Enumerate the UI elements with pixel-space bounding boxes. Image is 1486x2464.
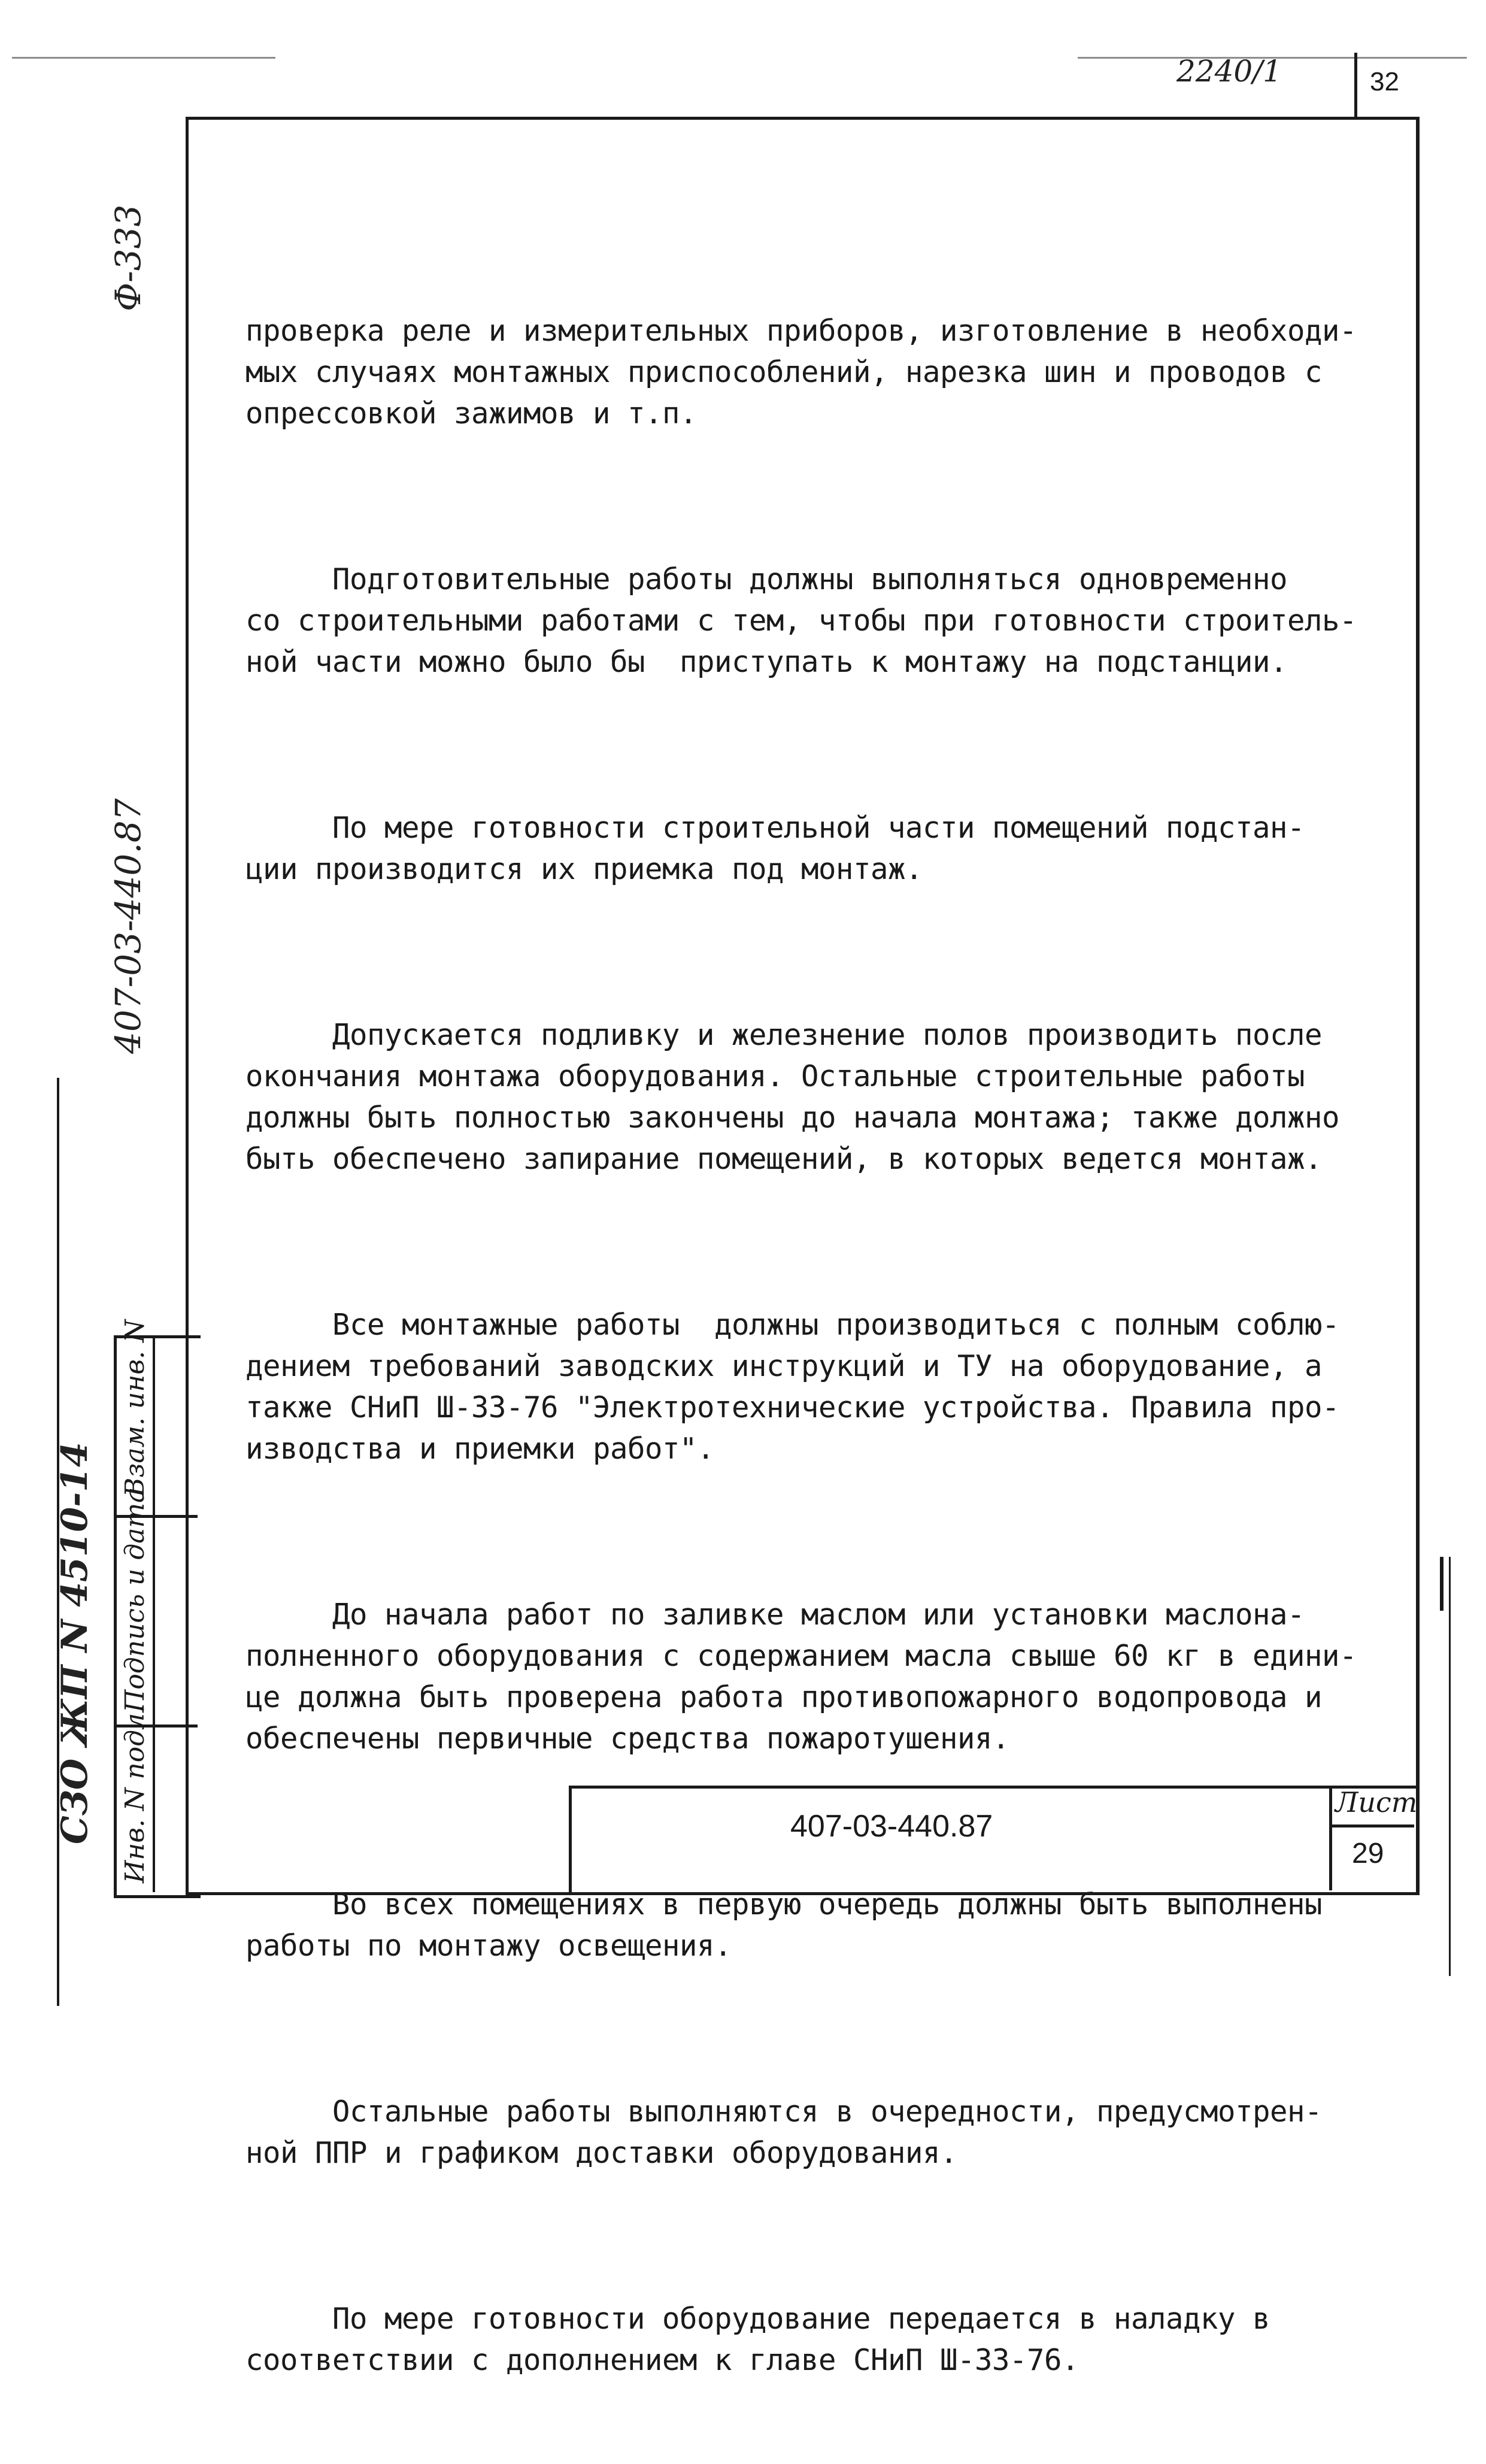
paragraph: Все монтажные работы должны производиться с полным соблю- дением требований заводских инструкций и ТУ на оборудование, а также СНиП Ш-33-76 "Электротехнические устройства. Правила про- изводства и приемки работ". — [245, 1308, 1340, 1466]
margin-doc-code: 407-03-440.87 — [108, 798, 148, 1054]
paragraph: До начала работ по заливке маслом или установки маслона- полненного оборудования с содержанием масла свыше 60 кг в едини- це должна быть проверена работа противопожарного водопровода и обеспечены первичные средства пожаротушения. — [245, 1598, 1357, 1756]
top-sheet-number: 32 — [1370, 67, 1399, 96]
side-stamp-inv-label: Инв. N подл. — [120, 1704, 150, 1883]
paragraph: Во всех помещениях в первую очередь должны быть выполнены работы по монтажу освещения. — [245, 1887, 1323, 1963]
right-mark-line — [1440, 1557, 1443, 1611]
document-code: 407-03-440.87 — [790, 1809, 993, 1844]
sheet-number: 29 — [1352, 1838, 1384, 1869]
paragraph: Подготовительные работы должны выполняться одновременно со строительными работами с тем, чтобы при готовности строитель- ной части можно было бы приступать к монтажу на подстанции. — [245, 562, 1357, 679]
paragraph: проверка реле и измерительных приборов, изготовление в необходи- мых случаях монтажных приспособлений, нарезка шин и проводов с опрессовкой зажимов и т.п. — [245, 314, 1357, 431]
side-stamp-inner-line — [153, 1335, 155, 1892]
sheet-cell-divider — [1329, 1824, 1414, 1827]
side-stamp-replacement-label: Взам. инв. N — [120, 1319, 150, 1497]
paragraph: По мере готовности оборудование передается в наладку в соответствии с дополнением к главе СНиП Ш-33-76. — [245, 2302, 1270, 2377]
paragraph: По мере готовности строительной части помещений подстан- ции производится их приемка под монтаж. — [245, 811, 1305, 886]
side-stamp-signature-label: Подпись и дата — [120, 1487, 150, 1713]
paragraph: Остальные работы выполняются в очередности, предусмотрен- ной ППР и графиком доставки оборудования. — [245, 2095, 1323, 2170]
margin-note: Ф-333 — [108, 204, 148, 311]
margin-stamp-number: СЗО ЖП N 4510-14 — [54, 1442, 96, 1844]
body-text — [245, 228, 1359, 2464]
handwritten-code: 2240/1 — [1176, 54, 1282, 89]
paragraph: Допускается подливку и железнение полов производить после окончания монтажа оборудования. Остальные строительные работы должны быть полностью закончены до начала монтажа; также должно быть обеспечено запирание помещений, в которых ведется монтаж. — [245, 1018, 1340, 1176]
right-edge-line — [1449, 1557, 1451, 1976]
top-edge-line — [12, 57, 275, 59]
sheet-label: Лист — [1335, 1786, 1418, 1819]
title-block — [569, 1786, 1417, 1893]
